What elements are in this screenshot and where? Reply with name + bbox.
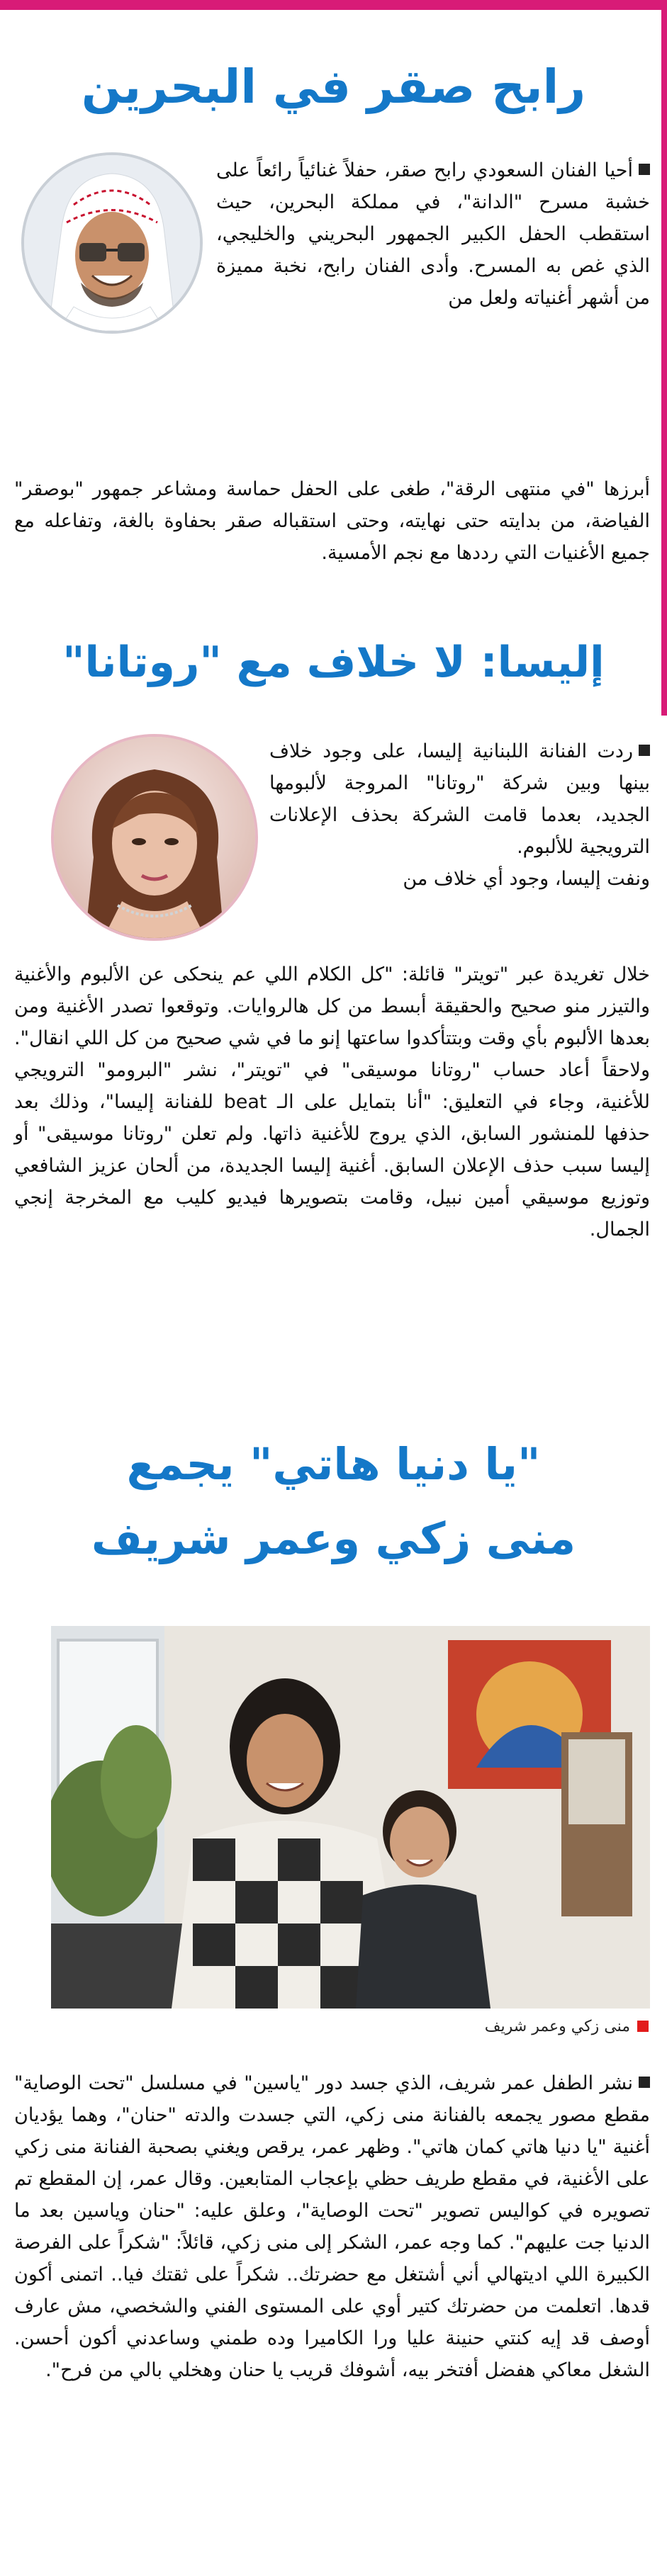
elissa-denial: ونفت إليسا، وجود أي خلاف من (403, 868, 650, 890)
mona-zaki-body: نشر الطفل عمر شريف، الذي جسد دور "ياسين" في مسلسل "تحت الوصاية" مقطع مصور يجمعه بالفنانة منى زكي، التي جسدت والدته "حنان"، وهما يؤديان أغنية "يا دنيا هاتي كمان هاتي". وظهر عمر، يرقص ويغني بصحبة الفنانة منى زكي على الأغنية، في مقطع طريف حظي بإعجاب المتابعين. وقال عمر، إن المقطع تم تصويره في كواليس تصوير "تحت الوصاية"، وعلق عليه: "حنان وياسين بعد ما الدنيا جت عليهم". كما وجه عمر، الشكر إلى منى زكي، قائلاً: "شكراً على الفرصة الكبيرة اللي اديتهالي أني أشتغل مع حضرتك.. شكراً على ثقتك فيا.. اتمنى أكون قدها. اتعلمت من حضرتك كتير أوي على المستوى الفني والشخصي، مش عارف أوصف قد إيه كنتي حنينة عليا ورا الكاميرا وده طمني وساعدني أكون أحسن. الشغل معاكي هفضل أفتخر بيه، أشوفك قريب يا حنان وهخلي بالي من فرح". (14, 2072, 650, 2381)
lead-square-icon (639, 164, 650, 175)
caption-square-icon (637, 2021, 649, 2032)
mona-zaki-text (14, 2067, 650, 2386)
lead-square-icon (639, 745, 650, 756)
headline-mona-zaki-line2: منى زكي وعمر شريف (91, 1513, 576, 1564)
headline-elissa: إليسا: لا خلاف مع "روتانا" (62, 638, 605, 687)
photo-mona-zaki-omar-sherif (51, 1626, 650, 2009)
caption-text: منى زكي وعمر شريف (484, 2018, 630, 2035)
elissa-intro: ردت الفنانة اللبنانية إليسا، على وجود خلاف بينها وبين شركة "روتانا" المروجة لألبومها الجديد، بعدما قامت الشركة بحذف الإعلانات الترويجية للألبوم. (269, 740, 650, 858)
portrait-elissa (51, 734, 258, 941)
photo-caption (485, 2018, 649, 2035)
lead-square-icon (639, 2077, 650, 2088)
rabeh-intro: أحيا الفنان السعودي رابح صقر، حفلاً غنائياً رائعاً على خشبة مسرح "الدانة"، في مملكة البحرين، حيث استقطب الحفل الكبير الجمهور البحريني والخليجي، الذي غص به المسرح. وأدى الفنان رابح، نخبة مميزة من أشهر أغنياته ولعل من (216, 159, 650, 309)
headline-rabeh: رابح صقر في البحرين (81, 60, 586, 114)
elissa-full-text (14, 959, 650, 1245)
rabeh-full-text (14, 473, 650, 569)
elissa-continuation: خلال تغريدة عبر "تويتر" قائلة: "كل الكلام اللي عم ينحكى عن الألبوم والأغنية والتيزر منو صحيح والحقيقة أبسط من كل هالروايات. وتوقعوا تصدر الأغنية ومن بعدها الألبوم بأي وقت وبتتأكدوا ساعتها إنو ما في شي صحيح من كل اللي انقال". ولاحقاً أعاد حساب "روتانا موسيقى" في "تويتر"، نشر "البرومو" الترويجي للأغنية، وجاء في التعليق: "أنا بتمايل على الـ beat للفنانة إليسا"، وذلك بعد حذفها للمنشور السابق، الذي يروج للأغنية ذاتها. ولم تعلن "روتانا موسيقى" أو إليسا سبب حذف الإعلان السابق. أغنية إليسا الجديدة، من ألحان عزيز الشافعي وتوزيع موسيقي أمين نبيل، وقامت بتصويرها فيديو كليب مع المخرجة إنجي الجمال. (14, 964, 650, 1241)
rabeh-continuation: أبرزها "في منتهى الرقة"، طغى على الحفل حماسة ومشاعر جمهور "بوصقر" الفياضة، من بدايته حتى نهايته، وحتى استقباله صقر بحفاوة بالغة، وتفاعله مع جميع الأغنيات التي رددها مع نجم الأمسية. (14, 478, 650, 564)
portrait-rabeh-saqr (21, 152, 203, 334)
headline-mona-zaki-line1: "يا دنيا هاتي" يجمع (126, 1438, 541, 1490)
side-pink-rule (661, 0, 667, 716)
top-pink-rule (0, 0, 667, 10)
elissa-wrapped-text (269, 735, 650, 895)
rabeh-wrapped-text (216, 154, 650, 314)
